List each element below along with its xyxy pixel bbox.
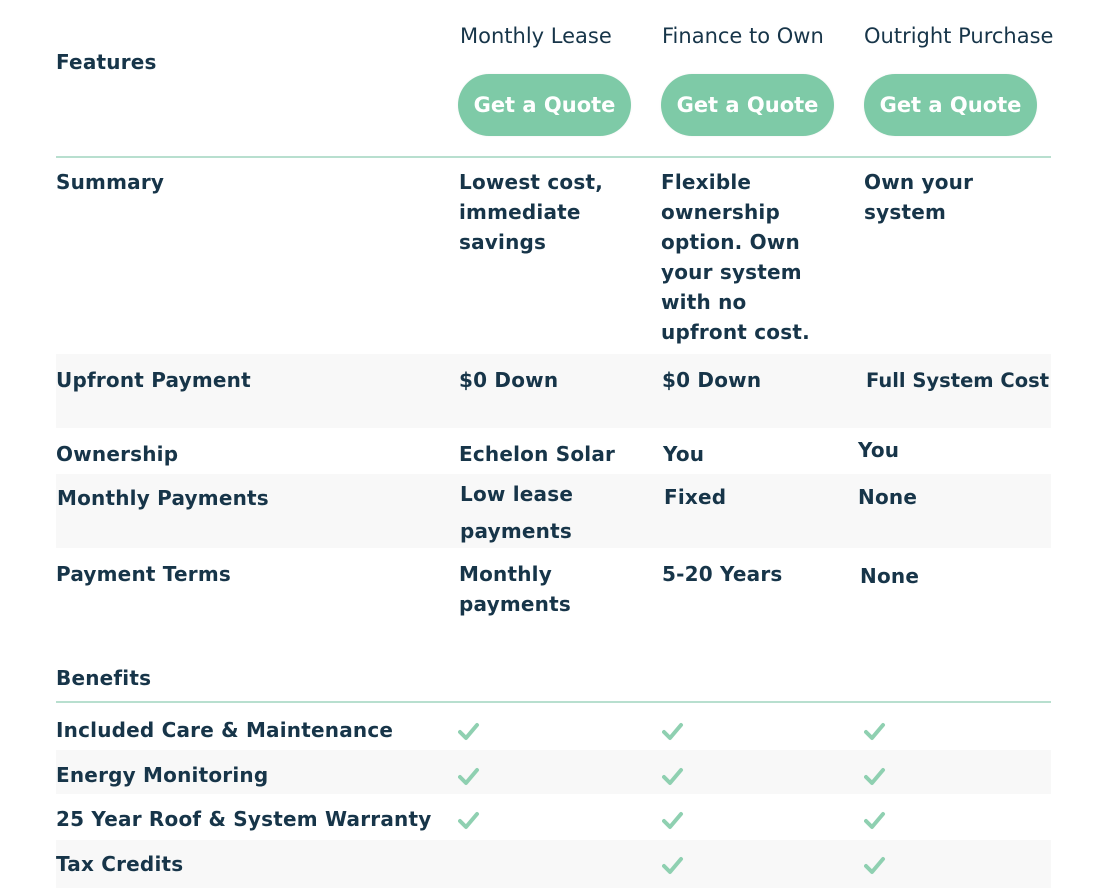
checkmark-icon (662, 811, 684, 831)
ownership-finance-to-own: You (663, 442, 705, 466)
benefit-label: Energy Monitoring (56, 763, 269, 787)
checkmark-icon (864, 811, 886, 831)
checkmark-icon (662, 856, 684, 876)
checkmark-icon (864, 722, 886, 742)
summary-line: ownership (661, 200, 780, 224)
checkmark-icon (458, 811, 480, 831)
monthly-line: Low lease (460, 482, 574, 506)
benefits-divider (56, 701, 1051, 703)
summary-finance-to-own (661, 167, 810, 347)
upfront-finance-to-own: $0 Down (662, 368, 762, 392)
monthly-line: payments (460, 519, 572, 543)
summary-outright-purchase (864, 167, 973, 227)
summary-line: upfront cost. (661, 320, 810, 344)
get-quote-button-finance-to-own[interactable]: Get a Quote (661, 74, 834, 136)
terms-monthly-lease (459, 559, 571, 619)
monthly-outright-purchase: None (858, 485, 918, 509)
monthly-monthly-lease (460, 476, 573, 550)
benefits-title: Benefits (56, 666, 152, 690)
checkmark-icon (662, 767, 684, 787)
checkmark-icon (458, 767, 480, 787)
checkmark-icon (662, 722, 684, 742)
summary-line: option. Own (661, 230, 800, 254)
summary-line: Own your (864, 170, 974, 194)
summary-line: system (864, 200, 947, 224)
terms-finance-to-own: 5-20 Years (662, 562, 783, 586)
summary-line: Flexible (661, 170, 752, 194)
get-quote-button-monthly-lease[interactable]: Get a Quote (458, 74, 631, 136)
benefit-label: Included Care & Maintenance (56, 718, 394, 742)
benefit-label: Tax Credits (56, 852, 184, 876)
checkmark-icon (864, 767, 886, 787)
terms-line: Monthly (459, 562, 552, 586)
plan-name-finance-to-own: Finance to Own (662, 24, 824, 48)
summary-line: immediate (459, 200, 581, 224)
features-label: Features (56, 50, 157, 74)
ownership-label: Ownership (56, 442, 179, 466)
terms-line: payments (459, 592, 571, 616)
upfront-outright-purchase: Full System Cost (866, 369, 1050, 392)
summary-line: savings (459, 230, 547, 254)
summary-label: Summary (56, 170, 165, 194)
get-quote-button-outright-purchase[interactable]: Get a Quote (864, 74, 1037, 136)
header-divider (56, 156, 1051, 158)
ownership-monthly-lease: Echelon Solar (459, 442, 616, 466)
checkmark-icon (864, 856, 886, 876)
summary-monthly-lease (459, 167, 603, 257)
benefit-label: 25 Year Roof & System Warranty (56, 807, 432, 831)
upfront-payment-label: Upfront Payment (56, 368, 251, 392)
summary-line: with no (661, 290, 747, 314)
plan-name-outright-purchase: Outright Purchase (864, 24, 1054, 48)
row-band-tax (56, 840, 1051, 888)
plan-name-monthly-lease: Monthly Lease (460, 24, 612, 48)
upfront-monthly-lease: $0 Down (459, 368, 559, 392)
checkmark-icon (458, 722, 480, 742)
summary-line: your system (661, 260, 802, 284)
monthly-finance-to-own: Fixed (664, 485, 727, 509)
summary-line: Lowest cost, (459, 170, 604, 194)
terms-outright-purchase: None (860, 564, 920, 588)
monthly-payments-label: Monthly Payments (57, 486, 269, 510)
payment-terms-label: Payment Terms (56, 562, 231, 586)
ownership-outright-purchase: You (858, 438, 900, 462)
